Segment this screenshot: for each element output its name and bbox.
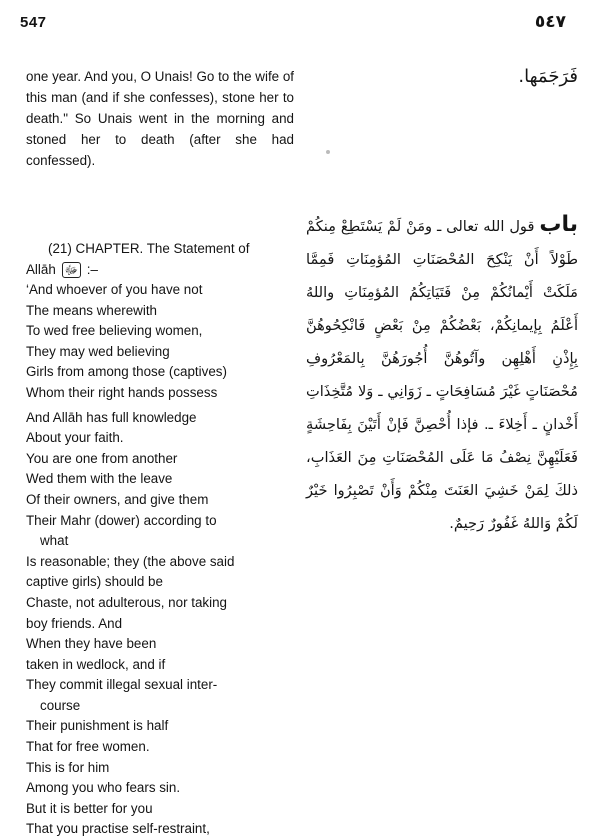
verse-line: captive girls) should be: [26, 574, 163, 590]
chapter-heading-allah-line: [26, 259, 294, 280]
verse-line: That for free women.: [26, 739, 150, 755]
verse-line: what: [40, 533, 69, 549]
verse-lines: [26, 280, 294, 840]
verse-line: And Allāh has full knowledge: [26, 409, 197, 425]
verse-line: Chaste, not adulterous, nor taking: [26, 594, 227, 610]
print-speck: [326, 150, 330, 154]
honorific-ligature-icon: ﷻ: [62, 262, 82, 278]
chapter-heading-tail: :–: [86, 262, 98, 277]
verse-line: Whom their right hands possess: [26, 384, 218, 400]
chapter-heading-main: (21) CHAPTER. The Statement of: [48, 241, 250, 256]
verse-line: Girls from among those (captives): [26, 364, 227, 380]
arabic-top-text: فَرَجَمَها.: [518, 66, 578, 87]
page-number-arabic: ٥٤٧: [534, 12, 566, 32]
verse-line: When they have been: [26, 636, 157, 652]
verse-line: Is reasonable; they (the above said: [26, 553, 235, 569]
verse-line: They may wed believing: [26, 343, 170, 359]
verse-line: You are one from another: [26, 450, 178, 466]
verse-line: boy friends. And: [26, 615, 123, 631]
page-number-latin: 547: [20, 14, 47, 31]
english-chapter-block: [26, 238, 294, 840]
arabic-chapter-text: قول الله تعالى ـ ومَنْ لَمْ يَسْتَطِعْ مِنكُمْ طَوْلاً أَنْ يَنْكِحَ المُحْصَنَاتِ المُؤمِنَاتِ فَمِمَّا مَلَكَتْ أَيْمانُكُمْ مِنْ فَتَيَاتِكُمُ المُؤمِنَاتِ واللهُ أَعْلَمُ بِإيمانِكُمْ، بَعْضُكُمْ مِنْ بَعْضٍ فَانْكِحُوهُنَّ بِإِذْنِ أَهْلِهِن وآتُوهُنَّ أُجُورَهُنَّ بِالمَعْرُوفِ مُحْصَنَاتٍ غَيْرَ مُسَافِحَاتٍ ـ زَوَانِي ـ وَلا مُتَّخِذَاتِ أَخْدانٍ ـ أَخِلاءَ ـ. فإذا أُحْصِنَّ فَإنْ أَتَيْنَ بِفَاحِشَةٍ فَعَلَيْهِنَّ نِصْفُ مَا عَلَى المُحْصَنَاتِ مِنَ العَذَابِ، ذلكَ لِمَنْ خَشِيَ العَنَتَ مِنْكُمْ وَأَنْ تَصْبِرُوا خَيْرٌ لَكُمْ وَاللهُ غَفُورٌ رَحِيمٌ.: [306, 218, 578, 532]
arabic-chapter-title: باب: [539, 212, 579, 237]
verse-line: taken in wedlock, and if: [26, 656, 166, 672]
verse-line: About your faith.: [26, 430, 124, 446]
verse-line: This is for him: [26, 759, 110, 775]
verse-line: But it is better for you: [26, 800, 153, 816]
arabic-chapter-block: [306, 208, 578, 540]
verse-line: To wed free believing women,: [26, 323, 203, 339]
verse-line: course: [40, 697, 81, 713]
verse-line: Their punishment is half: [26, 718, 169, 734]
verse-line: Wed them with the leave: [26, 471, 173, 487]
english-top-text: one year. And you, O Unais! Go to the wife of this man (and if she confesses), stone her to death." So Unais went in the morning and stoned her to death (after she had confessed).: [26, 69, 294, 168]
verse-line: They commit illegal sexual inter-: [26, 677, 218, 693]
arabic-top-paragraph: [306, 64, 578, 90]
english-top-paragraph: [26, 66, 294, 171]
chapter-heading-allah: Allāh: [26, 262, 56, 277]
verse-line: That you practise self-restraint,: [26, 821, 210, 837]
verse-line: The means wherewith: [26, 302, 157, 318]
chapter-heading: [26, 238, 294, 280]
verse-line: Of their owners, and give them: [26, 491, 209, 507]
verse-line: Among you who fears sin.: [26, 780, 181, 796]
verse-line: ‘And whoever of you have not: [26, 282, 203, 297]
verse-line: Their Mahr (dower) according to: [26, 512, 217, 528]
